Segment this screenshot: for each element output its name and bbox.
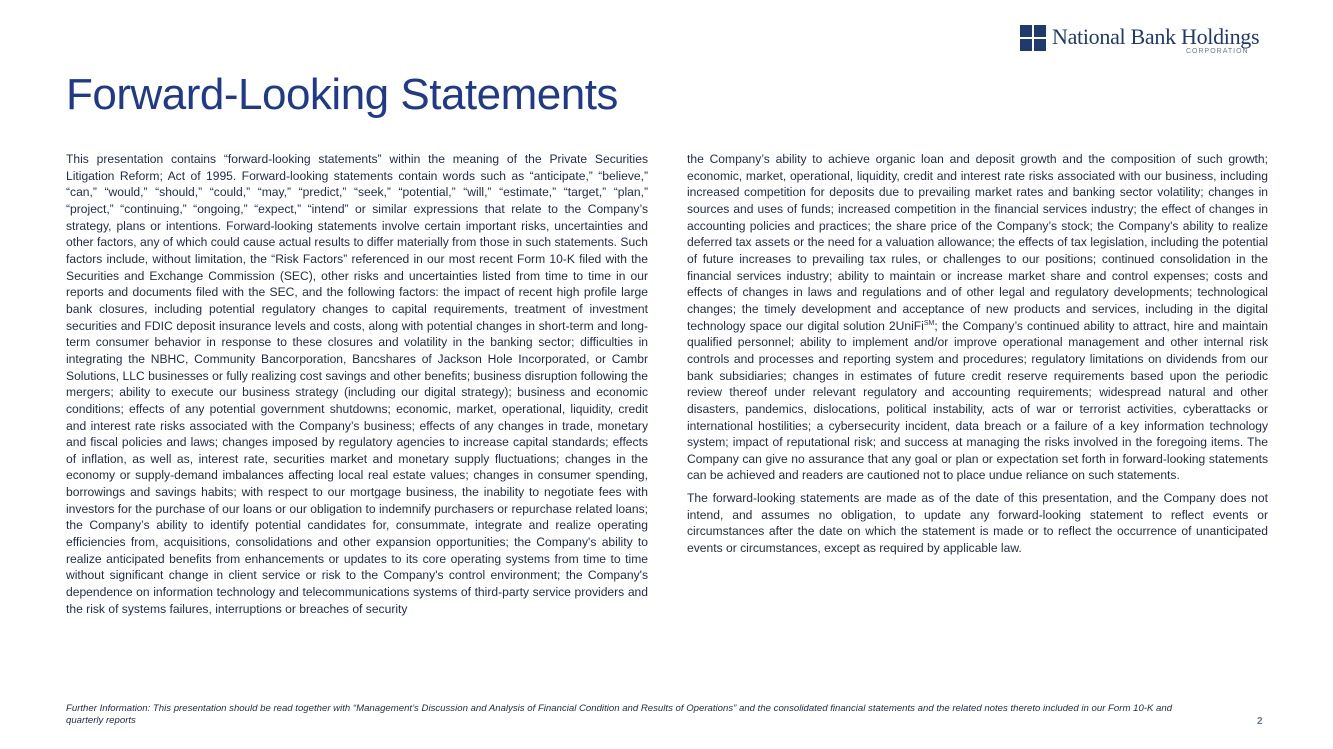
logo-mark-icon [1020,25,1046,51]
page-title: Forward-Looking Statements [66,70,618,119]
company-logo [1020,22,1270,62]
page-number: 2 [1257,716,1263,727]
left-column-paragraph: This presentation contains “forward-looking statements” within the meaning of the Private Securities Litigation Reform; Act of 1995. Forward-looking statements contain words such as “anticipate,” “believe,” “can,” “would,” “should,” “could,” “may,” “predict,” “seek,” “potential,” “will,” “estimate,” “target,” “plan,” “project,” “continuing,” “ongoing,” “expect,” “intend” or similar expressions that relate to the Company’s strategy, plans or intentions. Forward-looking statements involve certain important risks, uncertainties and other factors, any of which could cause actual results to differ materially from those in such statements. Such factors include, without limitation, the “Risk Factors” referenced in our most recent Form 10-K filed with the Securities and Exchange Commission (SEC), other risks and uncertainties listed from time to time in our reports and documents filed with the SEC, and the following factors: the impact of recent high profile large bank closures, including potential regulatory changes to capital requirements, treatment of investment securities and FDIC deposit insurance levels and costs, along with potential changes in short-term and long-term consumer behavior in response to these closures and volatility in the banking sector; difficulties in integrating the NBHC, Community Bancorporation, Bancshares of Jackson Hole Incorporated, or Cambr Solutions, LLC businesses or fully realizing cost savings and other benefits; business disruption following the mergers; ability to execute our business strategy (including our digital strategy); business and economic conditions; effects of any potential government shutdowns; economic, market, operational, liquidity, credit and interest rate risks associated with the Company’s business; effects of any changes in trade, monetary and fiscal policies and laws; changes imposed by regulatory agencies to increase capital standards; effects of inflation, as well as, interest rate, securities market and monetary supply fluctuations; changes in the economy or supply-demand imbalances affecting local real estate values; changes in consumer spending, borrowings and savings habits; with respect to our mortgage business, the inability to negotiate fees with investors for the purchase of our loans or our obligation to indemnify purchasers or repurchase related loans; the Company’s ability to identify potential candidates for, consummate, integrate and realize operating efficiencies from, acquisitions, consolidations and other expansion opportunities; the Company's ability to realize anticipated benefits from enhancements or updates to its core operating systems from time to time without significant change in client service or risk to the Company's control environment; the Company's dependence on information technology and telecommunications systems of third-party service providers and the risk of systems failures, interruptions or breaches of security [66,152,648,616]
right-paragraph-1-part-a: the Company’s ability to achieve organic loan and deposit growth and the composition of such growth; economic, market, operational, liquidity, credit and interest rate risks associated with our business, including increased competition for deposits due to prevailing market rates and banking sector volatility; changes in sources and uses of funds; increased competition in the financial services industry; the effect of changes in accounting policies and practices; the share price of the Company’s stock; the Company's ability to realize deferred tax assets or the need for a valuation allowance; the effects of tax legislation, including the potential of future increases to prevailing tax rules, or challenges to our positions; continued consolidation in the financial services industry; ability to maintain or increase market share and control expenses; costs and effects of changes in laws and regulations and of other legal and regulatory developments; technological changes; the timely development and acceptance of new products and services, including in the digital technology space our digital solution 2UniFi [687,152,1268,333]
right-paragraph-1-part-b: ; the Company’s continued ability to attract, hire and maintain qualified personnel; ability to implement and/or improve operational management and other internal risk controls and processes and reporting system and procedures; regulatory limitations on dividends from our bank subsidiaries; changes in estimates of future credit reserve requirements based upon the periodic review thereof under relevant regulatory and accounting requirements; widespread natural and other disasters, pandemics, dislocations, political instability, acts of war or terrorist activities, cyberattacks or international hostilities; a cybersecurity incident, data breach or a failure of a key information technology system; impact of reputational risk; and success at managing the risks involved in the foregoing items. The Company can give no assurance that any goal or plan or expectation set forth in forward-looking statements can be achieved and readers are cautioned not to place undue reliance on such statements. [687,318,1268,483]
left-column [66,151,648,617]
service-mark-superscript: SM [923,319,935,327]
footer-note: Further Information: This presentation should be read together with “Management’s Discussion and Analysis of Financial Condition and Results of Operations” and the consolidated financial statements and the related notes thereto included in our Form 10-K and quarterly reports [66,703,1173,726]
right-column-paragraph-1 [687,151,1268,484]
logo-name: National Bank Holdings [1052,24,1260,49]
right-column-paragraph-2: The forward-looking statements are made as of the date of this presentation, and the Company does not intend, and assumes no obligation, to update any forward-looking statement to reflect events or circumstances after the date on which the statement is made or to reflect the occurrence of unanticipated events or circumstances, except as required by applicable law. [687,491,1268,556]
logo-subtitle: CORPORATION [1186,48,1249,55]
right-column [687,151,1268,557]
